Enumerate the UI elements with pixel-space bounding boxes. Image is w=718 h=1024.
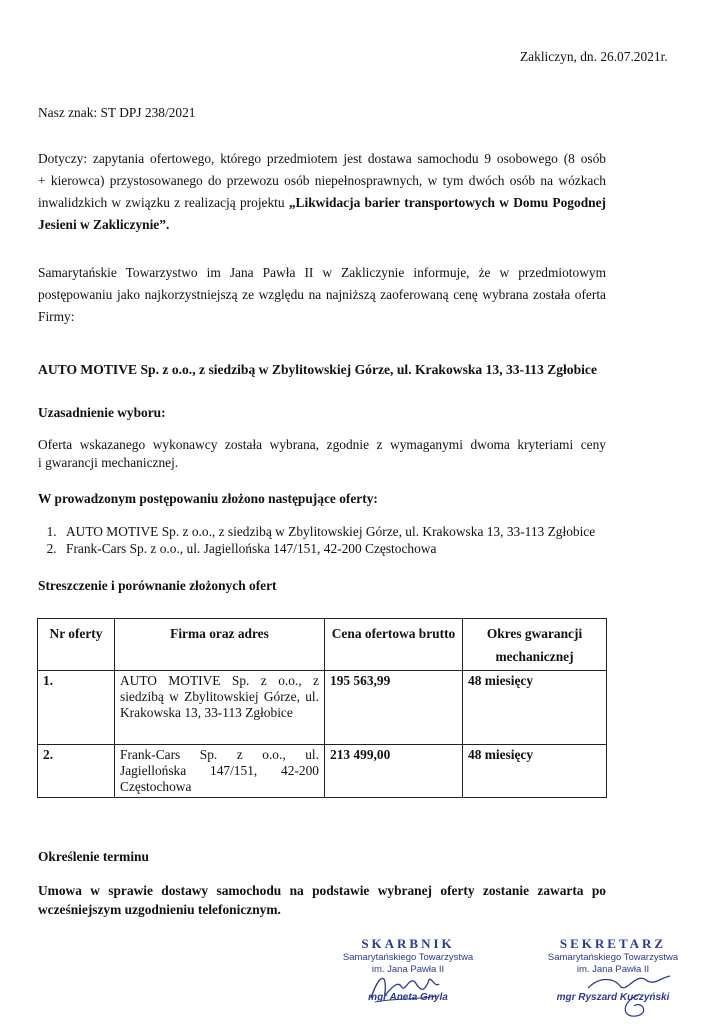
info-line: Firmy: bbox=[38, 309, 75, 324]
subject-line: Dotyczy: zapytania ofertowego, którego przedmiotem jest dostawa samochodu 9 osobowego (8 osób bbox=[38, 151, 606, 166]
offers-heading: W prowadzonym postępowaniu złożono następujące oferty: bbox=[38, 491, 378, 506]
offer-price: 213 499,00 bbox=[325, 745, 463, 798]
secretary-stamp: SEKRETARZ Samarytańskiego Towarzystwa im. Jana Pawła II mgr Ryszard Kuczyński bbox=[547, 936, 679, 1003]
info-paragraph bbox=[38, 262, 606, 328]
offer-number: 2. bbox=[38, 745, 115, 798]
place-date: Zakliczyn, dn. 26.07.2021r. bbox=[520, 49, 668, 64]
treasurer-stamp: SKARBNIK Samarytańskiego Towarzystwa im. Jana Pawła II mgr Aneta Gnyla bbox=[342, 936, 474, 1003]
offer-number: 1. bbox=[38, 671, 115, 745]
info-line: postępowaniu jako najkorzystniejszą ze względu na najniższą zaoferowaną cenę wybrana została oferta bbox=[38, 287, 606, 302]
offer-price: 195 563,99 bbox=[325, 671, 463, 745]
column-header: Cena ofertowa brutto bbox=[325, 619, 463, 671]
firm-address: AUTO MOTIVE Sp. z o.o., z siedzibą w Zbylitowskiej Górze, ul. Krakowska 13, 33-113 Zgłobice bbox=[115, 671, 325, 745]
column-header: Okres gwarancji mechanicznej bbox=[463, 619, 607, 671]
column-header: Firma oraz adres bbox=[115, 619, 325, 671]
comparison-heading: Streszczenie i porównanie złożonych ofert bbox=[38, 578, 277, 593]
offers-list bbox=[38, 523, 658, 557]
subject-line: inwalidzkich w związku z realizacją projektu „Likwidacja barier transportowych w Domu Pogodnej bbox=[38, 195, 606, 210]
project-title-end: Jesieni w Zakliczynie”. bbox=[38, 217, 170, 232]
project-title: „Likwidacja barier transportowych w Domu Pogodnej bbox=[288, 195, 606, 210]
column-header: Nr oferty bbox=[38, 619, 115, 671]
subject-line: + kierowca) przystosowanego do przewozu osób niepełnosprawnych, w tym dwóch osób na wózkach bbox=[38, 173, 606, 188]
offer-warranty: 48 miesięcy bbox=[463, 745, 607, 798]
treasurer-signature bbox=[365, 968, 445, 1008]
justification-heading: Uzasadnienie wyboru: bbox=[38, 405, 166, 420]
table-row bbox=[38, 671, 607, 745]
subject-paragraph bbox=[38, 148, 606, 236]
list-item: 1. AUTO MOTIVE Sp. z o.o., z siedzibą w Zbylitowskiej Górze, ul. Krakowska 13, 33-113 Zgłobice bbox=[60, 523, 658, 540]
winning-offer: AUTO MOTIVE Sp. z o.o., z siedzibą w Zbylitowskiej Górze, ul. Krakowska 13, 33-113 Zgłobice bbox=[38, 362, 598, 377]
term-heading: Określenie terminu bbox=[38, 849, 149, 864]
firm-address: Frank-Cars Sp. z o.o., ul. Jagiellońska 147/151, 42-200 Częstochowa bbox=[115, 745, 325, 798]
justification-text: Oferta wskazanego wykonawcy została wybrana, zgodnie z wymaganymi dwoma kryteriami ceny i gwarancji mechanicznej. bbox=[38, 437, 606, 470]
comparison-table bbox=[37, 618, 607, 798]
table-row bbox=[38, 745, 607, 798]
secretary-signature bbox=[580, 966, 680, 1022]
info-line: Samarytańskie Towarzystwo im Jana Pawła II w Zakliczynie informuje, że w przedmiotowym bbox=[38, 265, 606, 280]
reference-number: Nasz znak: ST DPJ 238/2021 bbox=[38, 105, 196, 120]
table-header-row bbox=[38, 619, 607, 671]
offer-warranty: 48 miesięcy bbox=[463, 671, 607, 745]
term-text: Umowa w sprawie dostawy samochodu na podstawie wybranej oferty zostanie zawarta po wcześniejszym uzgodnieniu telefonicznym. bbox=[38, 883, 606, 917]
list-item: 2. Frank-Cars Sp. z o.o., ul. Jagiellońska 147/151, 42-200 Częstochowa bbox=[60, 540, 658, 557]
